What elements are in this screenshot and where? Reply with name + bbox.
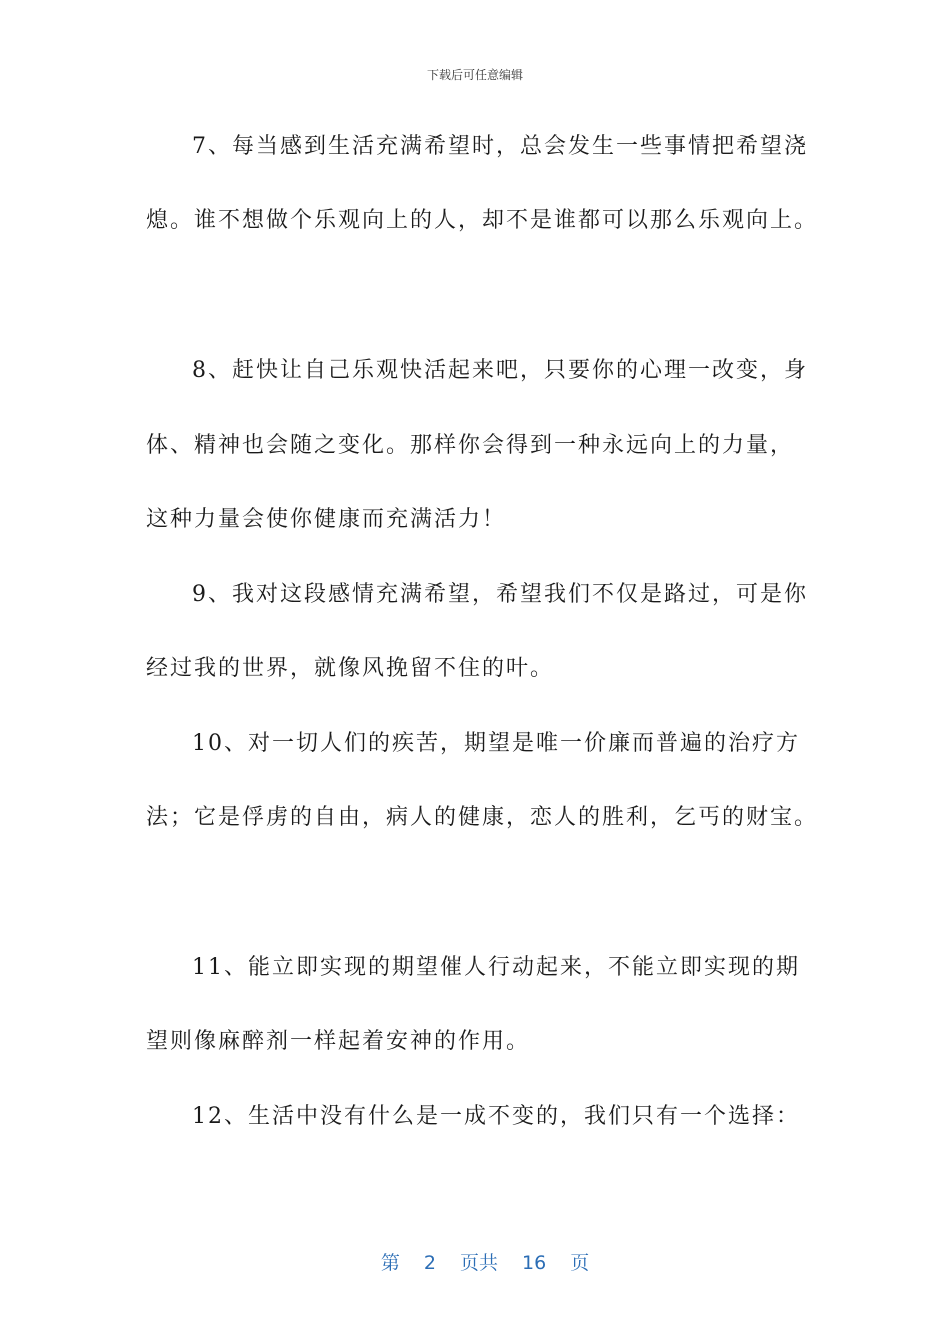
paragraph-10-line-1: 10、对一切人们的疾苦，期望是唯一价廉而普遍的治疗方: [192, 731, 800, 756]
paragraph-11-line-1: 11、能立即实现的期望催人行动起来，不能立即实现的期: [192, 955, 800, 980]
paragraph-8-line-2: 体、精神也会随之变化。那样你会得到一种永远向上的力量，: [146, 433, 795, 458]
paragraph-11-line-2: 望则像麻醉剂一样起着安神的作用。: [146, 1029, 531, 1054]
paragraph-10-line-2: 法；它是俘虏的自由，病人的健康，恋人的胜利，乞丐的财宝。: [146, 805, 819, 830]
paragraph-9-line-2: 经过我的世界，就像风挽留不住的叶。: [146, 656, 555, 681]
footer-total-pages: 16: [522, 1252, 547, 1274]
paragraph-8-line-3: 这种力量会使你健康而充满活力！: [146, 507, 507, 532]
paragraph-8-line-1: 8、赶快让自己乐观快活起来吧，只要你的心理一改变，身: [192, 358, 808, 383]
paragraph-9-line-1: 9、我对这段感情充满希望，希望我们不仅是路过，可是你: [192, 582, 808, 607]
page-footer: [0, 1226, 950, 1275]
footer-suffix: 页: [570, 1252, 590, 1274]
paragraph-7-line-2: 熄。谁不想做个乐观向上的人，却不是谁都可以那么乐观向上。: [146, 208, 819, 233]
footer-prefix: 第: [380, 1252, 400, 1274]
footer-page-number: 2: [423, 1252, 436, 1274]
page-header: 下载后可任意编辑: [426, 68, 523, 82]
footer-middle: 页共: [459, 1252, 498, 1274]
paragraph-7-line-1: 7、每当感到生活充满希望时，总会发生一些事情把希望浇: [192, 134, 808, 159]
paragraph-12-line-1: 12、生活中没有什么是一成不变的，我们只有一个选择：: [192, 1104, 800, 1129]
